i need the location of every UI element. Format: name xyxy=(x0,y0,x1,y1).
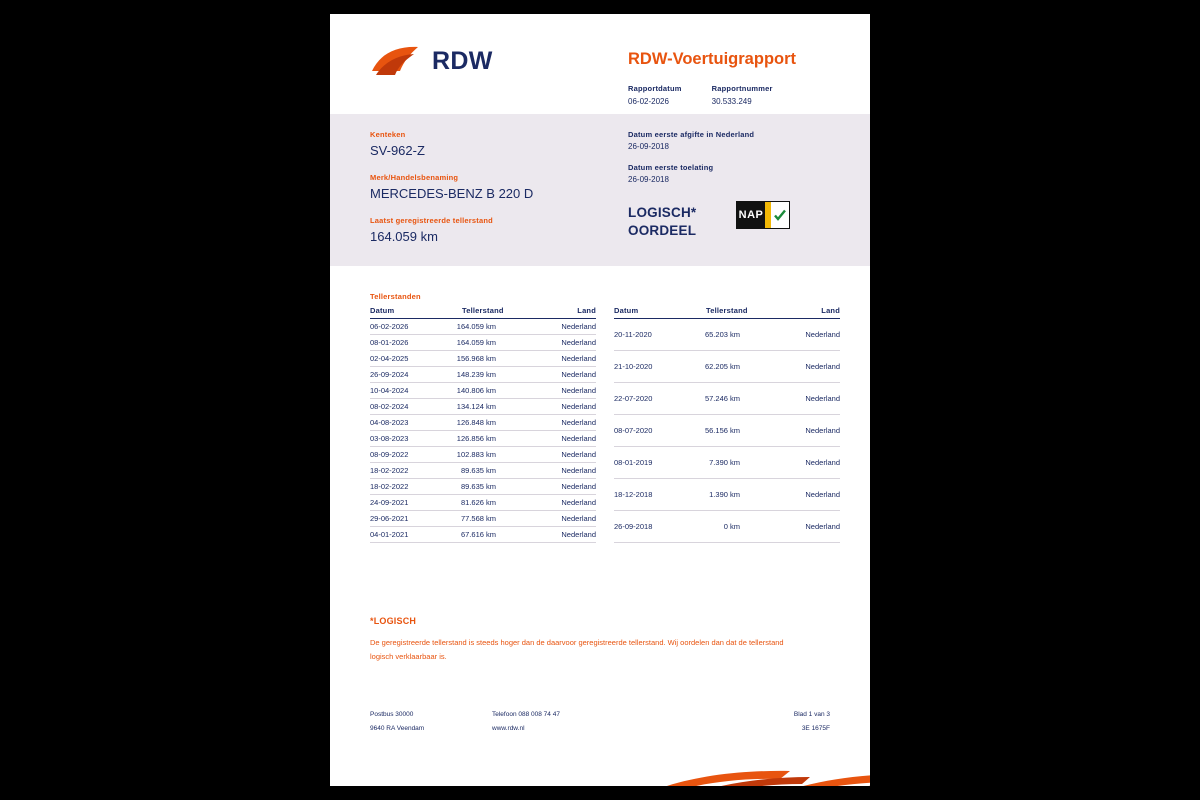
col-datum: Datum xyxy=(370,306,432,319)
vehicle-summary-left xyxy=(370,130,533,259)
cell-tellerstand: 57.246 km xyxy=(676,383,780,415)
table-row xyxy=(370,463,596,479)
first-admission-value: 26-09-2018 xyxy=(628,175,669,184)
first-admission-label: Datum eerste toelating xyxy=(628,163,714,172)
footer-form-code: 3E 1675F xyxy=(801,724,830,732)
table-row xyxy=(614,447,840,479)
cell-land: Nederland xyxy=(780,447,840,479)
table-row xyxy=(614,383,840,415)
cell-tellerstand: 0 km xyxy=(676,511,780,543)
table-row xyxy=(370,383,596,399)
cell-land: Nederland xyxy=(536,431,596,447)
cell-land: Nederland xyxy=(780,383,840,415)
footer-address-line-1: Postbus 30000 xyxy=(370,711,414,718)
table-row xyxy=(370,399,596,415)
cell-land: Nederland xyxy=(536,399,596,415)
cell-datum: 08-09-2022 xyxy=(370,447,432,463)
cell-land: Nederland xyxy=(536,527,596,543)
cell-datum: 03-08-2023 xyxy=(370,431,432,447)
cell-datum: 18-02-2022 xyxy=(370,463,432,479)
table-row xyxy=(614,479,840,511)
report-title: RDW-Voertuigrapport xyxy=(628,50,797,68)
report-number-label: Rapportnummer xyxy=(711,84,773,93)
cell-datum: 08-07-2020 xyxy=(614,415,676,447)
col-tellerstand: Tellerstand xyxy=(432,306,536,319)
last-mileage-value: 164.059 km xyxy=(370,228,438,244)
table-row xyxy=(614,351,840,383)
table-row xyxy=(370,495,596,511)
cell-land: Nederland xyxy=(780,319,840,351)
cell-tellerstand: 126.848 km xyxy=(432,415,536,431)
cell-land: Nederland xyxy=(780,511,840,543)
footer-contact xyxy=(492,708,722,735)
cell-datum: 06-02-2026 xyxy=(370,319,432,335)
cell-datum: 04-01-2021 xyxy=(370,527,432,543)
check-icon xyxy=(771,202,789,228)
document-page xyxy=(330,14,870,786)
cell-tellerstand: 1.390 km xyxy=(676,479,780,511)
cell-datum: 18-02-2022 xyxy=(370,479,432,495)
table-header-row xyxy=(614,306,840,319)
table-row xyxy=(370,415,596,431)
cell-tellerstand: 77.568 km xyxy=(432,511,536,527)
cell-land: Nederland xyxy=(536,495,596,511)
col-tellerstand: Tellerstand xyxy=(676,306,780,319)
brand-model-label: Merk/Handelsbenaming xyxy=(370,172,459,182)
cell-datum: 20-11-2020 xyxy=(614,319,676,351)
report-meta xyxy=(628,84,803,106)
cell-tellerstand: 148.239 km xyxy=(432,367,536,383)
mileage-section-title: Tellerstanden xyxy=(370,292,421,301)
rdw-flame-icon xyxy=(370,44,422,78)
col-land: Land xyxy=(536,306,596,319)
footer-flame-graphic xyxy=(630,762,870,786)
cell-tellerstand: 89.635 km xyxy=(432,463,536,479)
first-issue-nl-value: 26-09-2018 xyxy=(628,142,669,151)
mileage-table-left xyxy=(370,306,596,543)
cell-tellerstand: 67.616 km xyxy=(432,527,536,543)
cell-datum: 22-07-2020 xyxy=(614,383,676,415)
document-header xyxy=(330,14,870,114)
vehicle-summary-right xyxy=(628,130,754,196)
cell-datum: 21-10-2020 xyxy=(614,351,676,383)
nap-badge-label: NAP xyxy=(737,202,765,228)
footnote xyxy=(370,616,800,663)
cell-land: Nederland xyxy=(780,351,840,383)
table-row xyxy=(370,319,596,335)
footer-page-number: Blad 1 van 3 xyxy=(793,711,830,718)
verdict-text xyxy=(628,204,696,240)
cell-land: Nederland xyxy=(536,479,596,495)
cell-land: Nederland xyxy=(780,415,840,447)
cell-land: Nederland xyxy=(536,415,596,431)
cell-datum: 04-08-2023 xyxy=(370,415,432,431)
cell-tellerstand: 56.156 km xyxy=(676,415,780,447)
document-footer xyxy=(370,708,830,735)
cell-datum: 10-04-2024 xyxy=(370,383,432,399)
cell-datum: 02-04-2025 xyxy=(370,351,432,367)
footnote-body: De geregistreerde tellerstand is steeds hoger dan de daarvoor geregistreerde tellerstand. Wij oordelen dan dat de tellerstand logisch verklaarbaar is. xyxy=(370,638,784,661)
cell-tellerstand: 134.124 km xyxy=(432,399,536,415)
cell-land: Nederland xyxy=(536,351,596,367)
rdw-logo xyxy=(370,44,493,78)
cell-land: Nederland xyxy=(536,511,596,527)
cell-datum: 24-09-2021 xyxy=(370,495,432,511)
cell-tellerstand: 140.806 km xyxy=(432,383,536,399)
mileage-table-right xyxy=(614,306,840,543)
table-row xyxy=(614,415,840,447)
table-row xyxy=(370,447,596,463)
verdict-line-2: OORDEEL xyxy=(628,223,697,239)
rdw-logo-text: RDW xyxy=(432,46,493,75)
table-row xyxy=(370,431,596,447)
cell-datum: 26-09-2024 xyxy=(370,367,432,383)
table-row xyxy=(370,367,596,383)
report-date xyxy=(628,84,682,106)
cell-datum: 18-12-2018 xyxy=(614,479,676,511)
table-header-row xyxy=(370,306,596,319)
col-datum: Datum xyxy=(614,306,676,319)
cell-land: Nederland xyxy=(536,335,596,351)
cell-tellerstand: 156.968 km xyxy=(432,351,536,367)
cell-tellerstand: 164.059 km xyxy=(432,335,536,351)
vehicle-summary-band xyxy=(330,114,870,266)
brand-model-value: MERCEDES-BENZ B 220 D xyxy=(370,185,534,201)
cell-tellerstand: 89.635 km xyxy=(432,479,536,495)
footer-address-line-2: 9640 RA Veendam xyxy=(370,724,425,732)
report-date-value: 06-02-2026 xyxy=(628,97,669,106)
table-row xyxy=(370,335,596,351)
cell-tellerstand: 126.856 km xyxy=(432,431,536,447)
report-date-label: Rapportdatum xyxy=(628,84,682,93)
cell-land: Nederland xyxy=(536,367,596,383)
cell-land: Nederland xyxy=(780,479,840,511)
report-number-value: 30.533.249 xyxy=(711,97,752,106)
cell-tellerstand: 102.883 km xyxy=(432,447,536,463)
footnote-title: *LOGISCH xyxy=(370,616,417,626)
cell-land: Nederland xyxy=(536,447,596,463)
footer-address xyxy=(370,708,492,735)
last-mileage-label: Laatst geregistreerde tellerstand xyxy=(370,215,493,225)
cell-tellerstand: 62.205 km xyxy=(676,351,780,383)
footer-phone: Telefoon 088 008 74 47 xyxy=(492,711,560,718)
cell-datum: 08-01-2026 xyxy=(370,335,432,351)
table-row xyxy=(614,319,840,351)
verdict-line-1: LOGISCH* xyxy=(628,205,697,220)
cell-datum: 26-09-2018 xyxy=(614,511,676,543)
cell-tellerstand: 7.390 km xyxy=(676,447,780,479)
col-land: Land xyxy=(780,306,840,319)
footer-page-info xyxy=(722,708,830,735)
cell-land: Nederland xyxy=(536,319,596,335)
licence-plate-value: SV-962-Z xyxy=(370,143,425,158)
cell-land: Nederland xyxy=(536,463,596,479)
licence-plate-label: Kenteken xyxy=(370,130,406,139)
cell-datum: 08-02-2024 xyxy=(370,399,432,415)
cell-datum: 29-06-2021 xyxy=(370,511,432,527)
table-row xyxy=(614,511,840,543)
mileage-tables xyxy=(370,306,840,543)
report-number xyxy=(712,84,773,106)
cell-datum: 08-01-2019 xyxy=(614,447,676,479)
table-row xyxy=(370,479,596,495)
table-row xyxy=(370,527,596,543)
cell-tellerstand: 164.059 km xyxy=(432,319,536,335)
nap-badge xyxy=(736,201,790,229)
table-row xyxy=(370,511,596,527)
cell-land: Nederland xyxy=(536,383,596,399)
cell-tellerstand: 81.626 km xyxy=(432,495,536,511)
mileage-section xyxy=(330,266,870,543)
footer-website[interactable]: www.rdw.nl xyxy=(492,724,525,732)
cell-tellerstand: 65.203 km xyxy=(676,319,780,351)
table-row xyxy=(370,351,596,367)
first-issue-nl-label: Datum eerste afgifte in Nederland xyxy=(628,130,755,139)
